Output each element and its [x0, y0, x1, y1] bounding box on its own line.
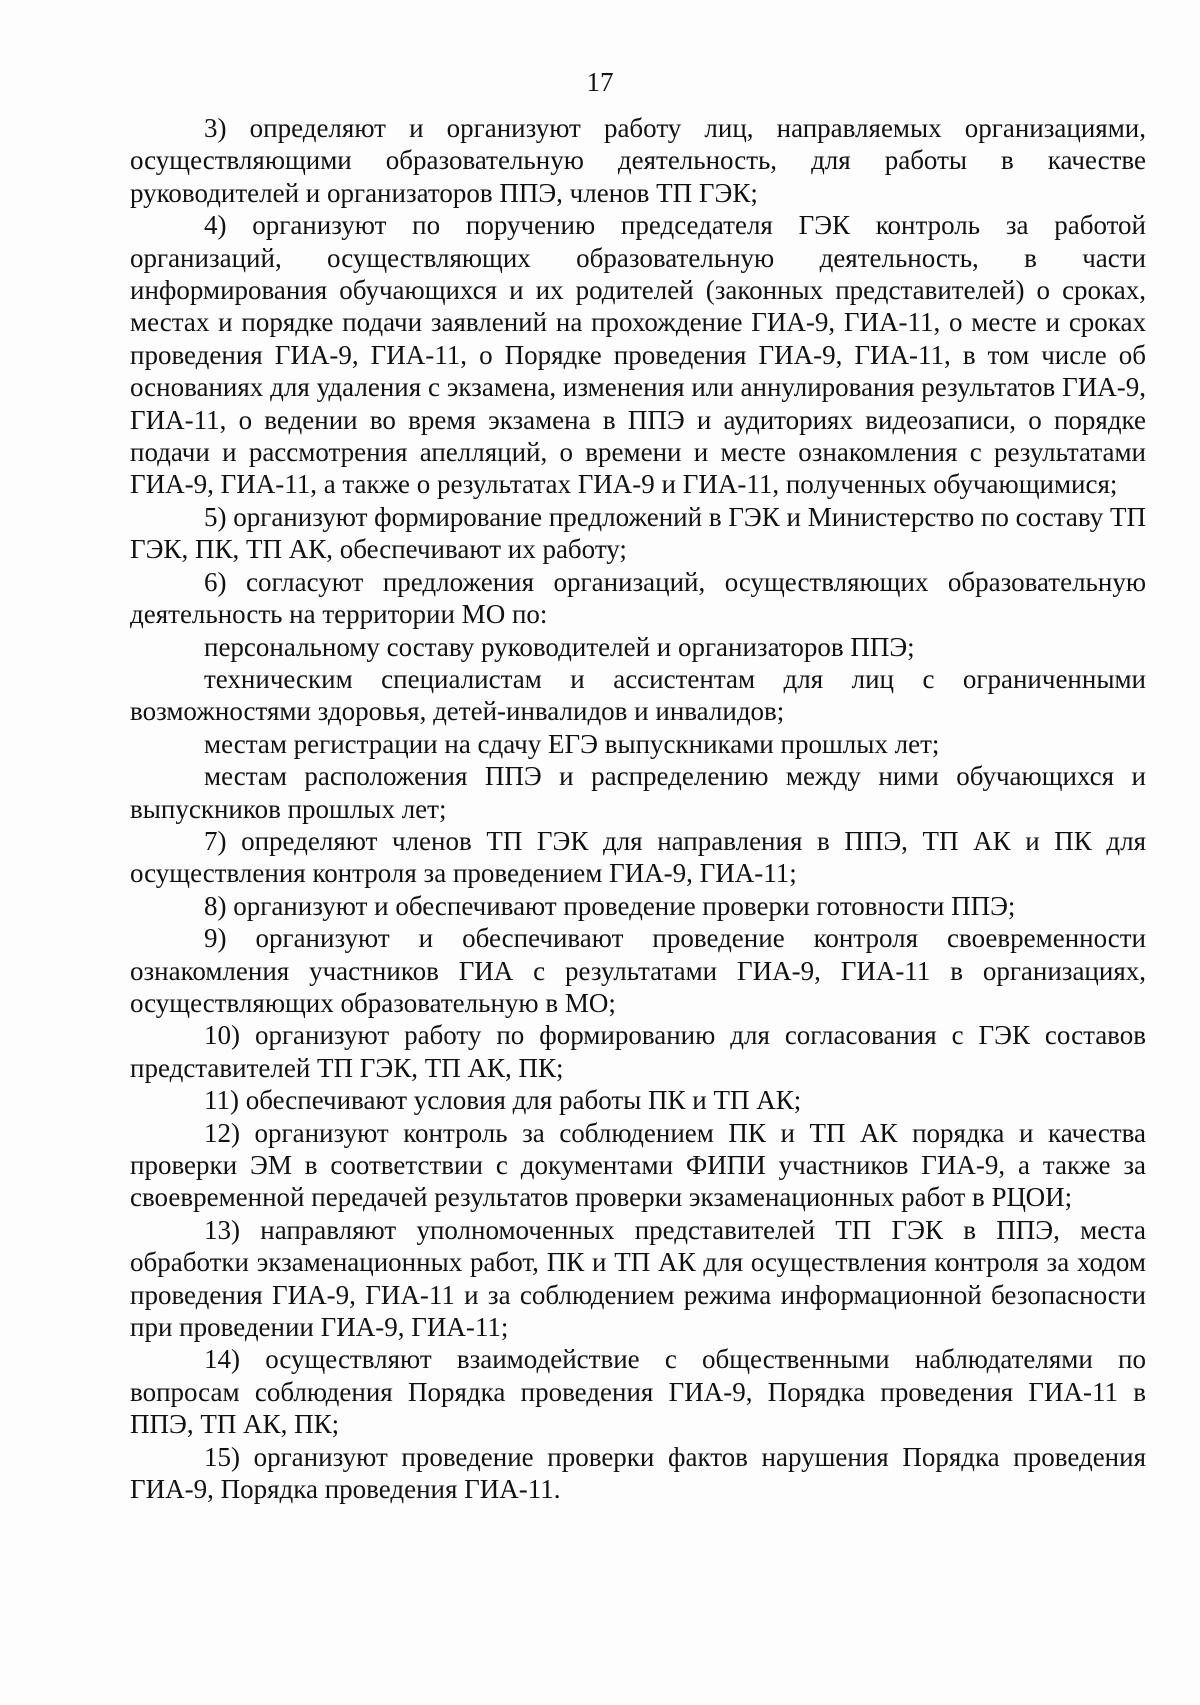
- document-body: [130, 112, 1146, 1505]
- list-item: 11) обеспечивают условия для работы ПК и ТП АК;: [204, 1085, 802, 1116]
- list-item: 3) определяют и организуют работу лиц, направляемых организациями, осуществляющими образовательную деятельность, для работы в качестве руководителей и организаторов ППЭ, членов ТП ГЭК;: [130, 113, 1146, 208]
- list-item: 14) осуществляют взаимодействие с общественными наблюдателями по вопросам соблюдения Порядка проведения ГИА-9, Порядка проведения ГИА-11 в ППЭ, ТП АК, ПК;: [130, 1344, 1146, 1440]
- list-item: 8) организуют и обеспечивают проведение проверки готовности ППЭ;: [204, 890, 1016, 921]
- sub-list-item: местам регистрации на сдачу ЕГЭ выпускниками прошлых лет;: [204, 728, 940, 759]
- list-item: 15) организуют проведение проверки фактов нарушения Порядка проведения ГИА-9, Порядка проведения ГИА-11.: [130, 1441, 1146, 1505]
- list-item: 7) определяют членов ТП ГЭК для направления в ППЭ, ТП АК и ПК для осуществления контроля за проведением ГИА-9, ГИА-11;: [130, 825, 1146, 889]
- sub-list-item: техническим специалистам и ассистентам для лиц с ограниченными возможностями здоровья, детей-инвалидов и инвалидов;: [130, 663, 1146, 727]
- list-item: 6) согласуют предложения организаций, осуществляющих образовательную деятельность на территории МО по:: [130, 566, 1146, 630]
- list-item: 12) организуют контроль за соблюдением ПК и ТП АК порядка и качества проверки ЭМ в соответствии с документами ФИПИ участников ГИА-9, а также за своевременной передачей результатов проверки экзаменационных работ в РЦОИ;: [130, 1117, 1146, 1213]
- sub-list-item: персональному составу руководителей и организаторов ППЭ;: [204, 631, 915, 662]
- sub-list-item: местам расположения ППЭ и распределению между ними обучающихся и выпускников прошлых лет;: [130, 761, 1146, 824]
- list-item: 4) организуют по поручению председателя ГЭК контроль за работой организаций, осуществляющих образовательную деятельность, в части информирования обучающихся и их родителей (законных представителей) о сроках, местах и порядке подачи заявлений на прохождение ГИА-9, ГИА-11, о месте и сроках проведения ГИА-9, ГИА-11, о Порядке проведения ГИА-9, ГИА-11, в том числе об основаниях для удаления с экзамена, изменения или аннулирования результатов ГИА-9, ГИА-11, о ведении во время экзамена в ППЭ и аудиториях видеозаписи, о порядке подачи и рассмотрения апелляций, о времени и месте ознакомления с результатами ГИА-9, ГИА-11, а также о результатах ГИА-9 и ГИА-11, полученных обучающимися;: [130, 210, 1146, 500]
- list-item: 13) направляют уполномоченных представителей ТП ГЭК в ППЭ, места обработки экзаменационных работ, ПК и ТП АК для осуществления контроля за ходом проведения ГИА-9, ГИА-11 и за соблюдением режима информационной безопасности при проведении ГИА-9, ГИА-11;: [130, 1214, 1146, 1343]
- list-item: 5) организуют формирование предложений в ГЭК и Министерство по составу ТП ГЭК, ПК, ТП АК, обеспечивают их работу;: [130, 501, 1146, 565]
- list-item: 10) организуют работу по формированию для согласования с ГЭК составов представителей ТП ГЭК, ТП АК, ПК;: [130, 1020, 1146, 1083]
- list-item: 9) организуют и обеспечивают проведение контроля своевременности ознакомления участников ГИА с результатами ГИА-9, ГИА-11 в организациях, осуществляющих образовательную в МО;: [130, 923, 1146, 1018]
- page-number: 17: [586, 67, 614, 97]
